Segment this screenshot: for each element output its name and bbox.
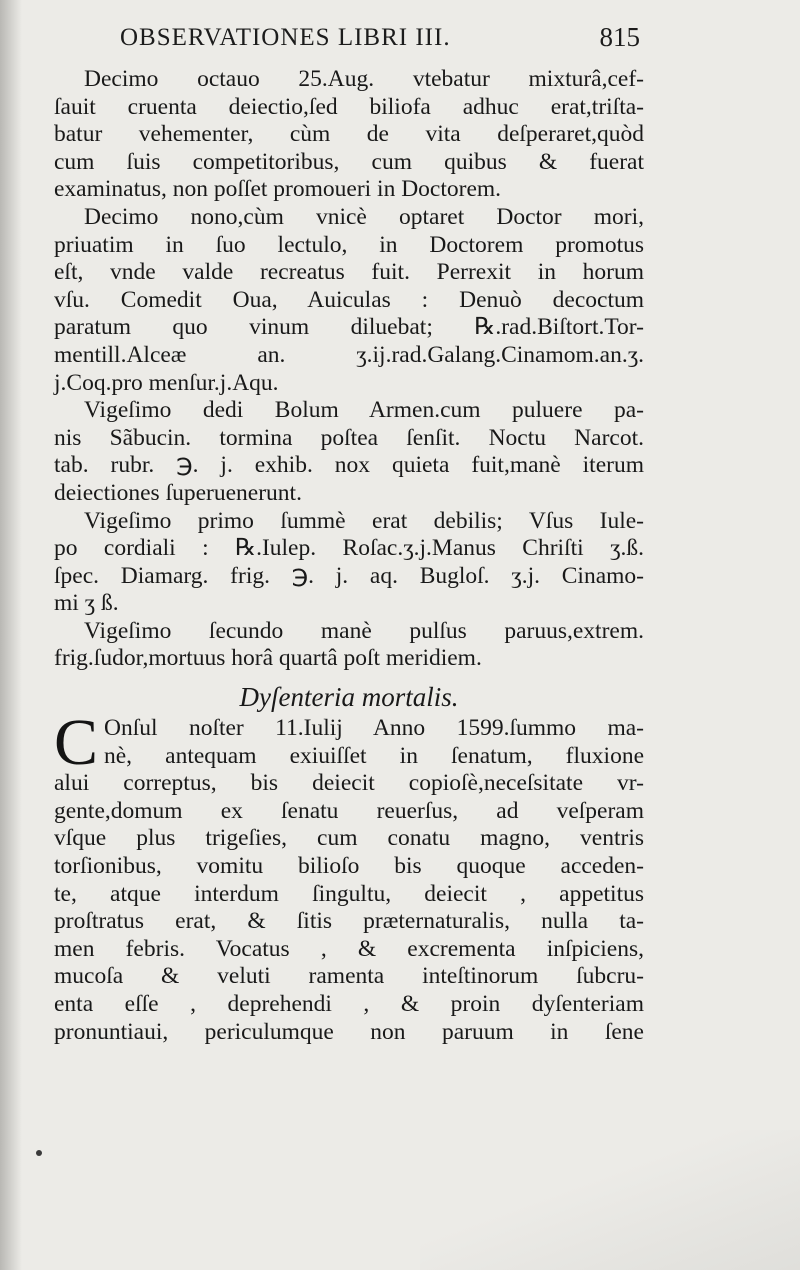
- text-line: examinatus, non poſſet promoueri in Doctorem.: [54, 176, 502, 203]
- page-header: [120, 18, 640, 58]
- text-line: nis Sãbucin. tormina poſtea ſenſit. Noctu Narcot.: [54, 424, 644, 451]
- paragraph: [54, 508, 644, 618]
- section-heading: Dyſenteria mortalis.: [239, 682, 459, 713]
- text-line: men febris. Vocatus , & excrementa inſpiciens,: [54, 935, 644, 962]
- text-line: mentill.Alceæ an. ʒ.ij.rad.Galang.Cinamom.an.ʒ.: [54, 341, 644, 368]
- page-fold-shading: [420, 1130, 800, 1270]
- text-line: tab. rubr. ℈. j. exhib. nox quieta fuit,manè iterum: [54, 452, 644, 479]
- text-line: batur vehementer, cùm de vita deſperaret,quòd: [54, 121, 644, 148]
- text-line: cum ſuis competitoribus, cum quibus & fuerat: [54, 148, 644, 175]
- section-body: [54, 706, 644, 1046]
- text-line: Decimo octauo 25.Aug. vtebatur mixturâ,cef-: [84, 66, 644, 92]
- text-line: Decimo nono,cùm vnicè optaret Doctor mori,: [84, 203, 644, 230]
- text-line: enta eſſe , deprehendi , & proin dyſenteriam: [54, 991, 644, 1017]
- margin-ink-dot: [36, 1150, 42, 1156]
- text-line: nè, antequam exiuiſſet in ſenatum, fluxione: [104, 742, 644, 769]
- text-line: proſtratus erat, & ſitis præternaturalis, nulla ta-: [54, 908, 644, 935]
- text-line: mucoſa & veluti ramenta inteſtinorum ſubcru-: [54, 963, 644, 990]
- gutter-shadow: [0, 0, 22, 1270]
- paragraph: [54, 204, 644, 397]
- text-line: ſauit cruenta deiectio,ſed biliofa adhuc erat,triſta-: [54, 93, 644, 120]
- text-line: deiectiones ſuperuenerunt.: [54, 479, 302, 506]
- main-text: [54, 66, 644, 1046]
- text-line: mi ʒ ß.: [54, 590, 119, 617]
- paragraph: [54, 397, 644, 507]
- text-line: gente,domum ex ſenatu reuerſus, ad veſperam: [54, 797, 644, 824]
- text-line: po cordiali : ℞.Iulep. Roſac.ʒ.j.Manus Chriſti ʒ.ß.: [54, 535, 644, 562]
- text-line: eſt, vnde valde recreatus fuit. Perrexit in horum: [54, 259, 644, 286]
- text-line: pronuntiaui, periculumque non paruum in ſene: [54, 1018, 644, 1045]
- text-line: Vigeſimo ſecundo manè pulſus paruus,extrem.: [84, 617, 644, 644]
- text-line: vſu. Comedit Oua, Auiculas : Denuò decoctum: [54, 286, 644, 313]
- text-line: priuatim in ſuo lectulo, in Doctorem promotus: [54, 231, 644, 258]
- text-line: ſpec. Diamarg. frig. ℈. j. aq. Bugloſ. ʒ.j. Cinamo-: [54, 562, 644, 589]
- page-number: 815: [599, 22, 640, 52]
- paragraph: [54, 618, 644, 673]
- text-line: paratum quo vinum diluebat; ℞.rad.Biſtort.Tor-: [54, 314, 644, 341]
- text-line: vſque plus trigeſies, cum conatu magno, ventris: [54, 825, 644, 852]
- text-line: frig.ſudor,mortuus horâ quartâ poſt meridiem.: [54, 645, 482, 672]
- running-title: OBSERVATIONES LIBRI III.: [120, 24, 451, 51]
- text-line: alui correptus, bis deiecit copioſè,neceſsitate vr-: [54, 770, 644, 797]
- text-line: torſionibus, vomitu bilioſo bis quoque acceden-: [54, 853, 644, 880]
- text-line: Onſul noſter 11.Iulij Anno 1599.ſummo ma-: [104, 715, 644, 742]
- paragraph: [54, 66, 644, 204]
- drop-cap: C: [54, 706, 99, 780]
- text-line: j.Coq.pro menſur.j.Aqu.: [54, 369, 279, 396]
- text-line: Vigeſimo primo ſummè erat debilis; Vſus Iule-: [84, 507, 644, 534]
- text-line: Vigeſimo dedi Bolum Armen.cum puluere pa-: [84, 397, 644, 424]
- text-line: te, atque interdum ſingultu, deiecit , appetitus: [54, 880, 644, 907]
